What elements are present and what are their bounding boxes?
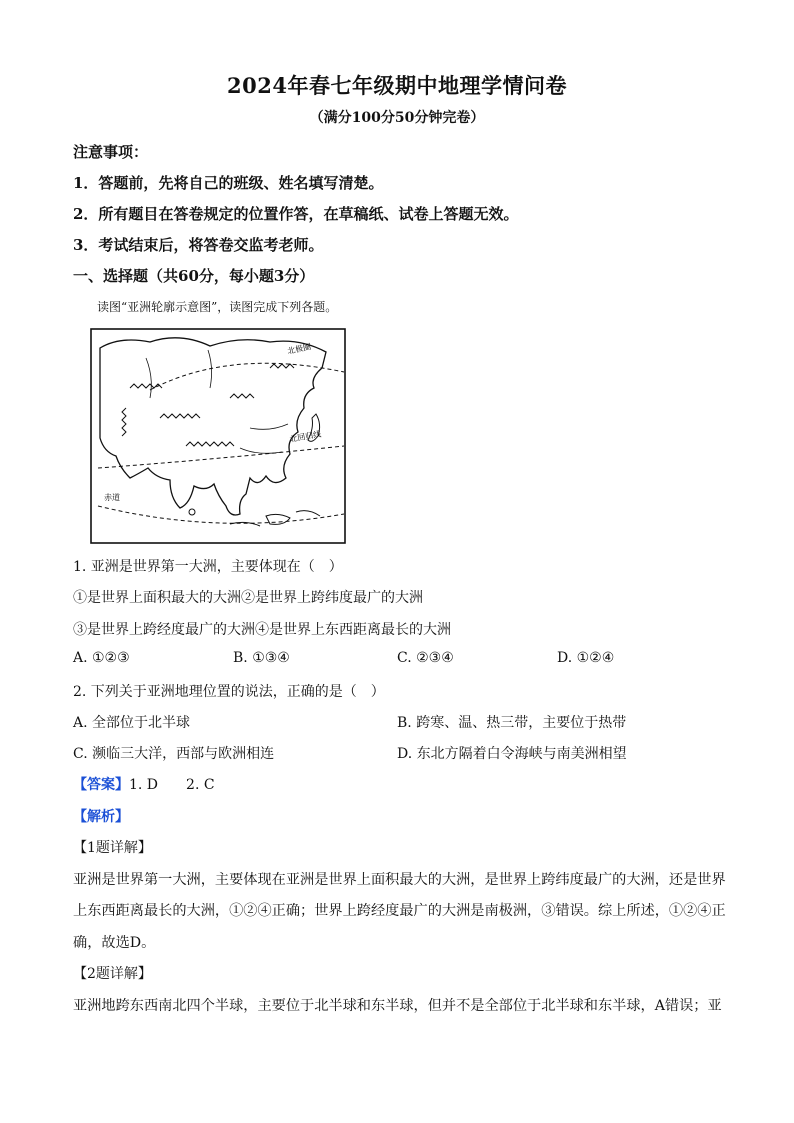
q1-option-d: D. ①②④ <box>557 650 615 666</box>
answer-line <box>73 774 215 794</box>
detail-1-line-1: 亚洲是世界第一大洲，主要体现在亚洲是世界上面积最大的大洲，是世界上跨纬度最广的大洲，还是世界 <box>73 872 726 888</box>
arctic-circle-label: 北极圈 <box>286 342 312 356</box>
notice-item-3: 3．考试结束后，将答卷交监考老师。 <box>73 236 324 254</box>
detail-1-line-3: 确，故选D。 <box>73 935 156 951</box>
q2-option-d: D. 东北方隔着白令海峡与南美洲相望 <box>397 746 627 762</box>
asia-map-svg <box>90 328 346 544</box>
page-subtitle: （满分100分50分钟完卷） <box>309 110 485 126</box>
q1-option-b: B. ①③④ <box>233 650 290 666</box>
q1-statement-line-2: ③是世界上跨经度最广的大洲④是世界上东西距离最长的大洲 <box>73 622 451 638</box>
q2-option-b: B. 跨寒、温、热三带，主要位于热带 <box>397 715 627 731</box>
q1-stem: 1. 亚洲是世界第一大洲，主要体现在（ ） <box>73 559 343 575</box>
answer-label: 【答案】 <box>73 777 129 793</box>
section-heading: 一、选择题（共60分，每小题3分） <box>73 267 315 285</box>
equator-label: 赤道 <box>104 493 120 502</box>
answer-text: 1. D 2. C <box>129 777 215 793</box>
asia-outline-map <box>90 328 346 544</box>
detail-1-line-2: 上东西距离最长的大洲，①②④正确；世界上跨经度最广的大洲是南极洲，③错误。综上所述，①②④正 <box>73 903 726 919</box>
page-title: 2024年春七年级期中地理学情问卷 <box>227 73 567 98</box>
detail-1-label: 【1题详解】 <box>73 840 152 856</box>
detail-2-line-1: 亚洲地跨东西南北四个半球，主要位于北半球和东半球，但并不是全部位于北半球和东半球，A错误；亚 <box>73 998 722 1014</box>
notice-item-1: 1．答题前，先将自己的班级、姓名填写清楚。 <box>73 174 384 192</box>
q2-option-a: A. 全部位于北半球 <box>73 715 191 731</box>
notice-heading: 注意事项： <box>73 143 149 161</box>
section-intro: 读图“亚洲轮廓示意图”，读图完成下列各题。 <box>97 300 338 314</box>
q2-option-c: C. 濒临三大洋，西部与欧洲相连 <box>73 746 275 762</box>
q1-option-a: A. ①②③ <box>73 650 130 666</box>
q2-stem: 2. 下列关于亚洲地理位置的说法，正确的是（ ） <box>73 684 385 700</box>
tropic-of-cancer-label: 北回归线 <box>288 429 322 444</box>
detail-2-label: 【2题详解】 <box>73 966 152 982</box>
q1-option-c: C. ②③④ <box>397 650 454 666</box>
analysis-label: 【解析】 <box>73 809 129 825</box>
q1-statement-line-1: ①是世界上面积最大的大洲②是世界上跨纬度最广的大洲 <box>73 590 423 606</box>
notice-item-2: 2．所有题目在答卷规定的位置作答，在草稿纸、试卷上答题无效。 <box>73 205 519 223</box>
